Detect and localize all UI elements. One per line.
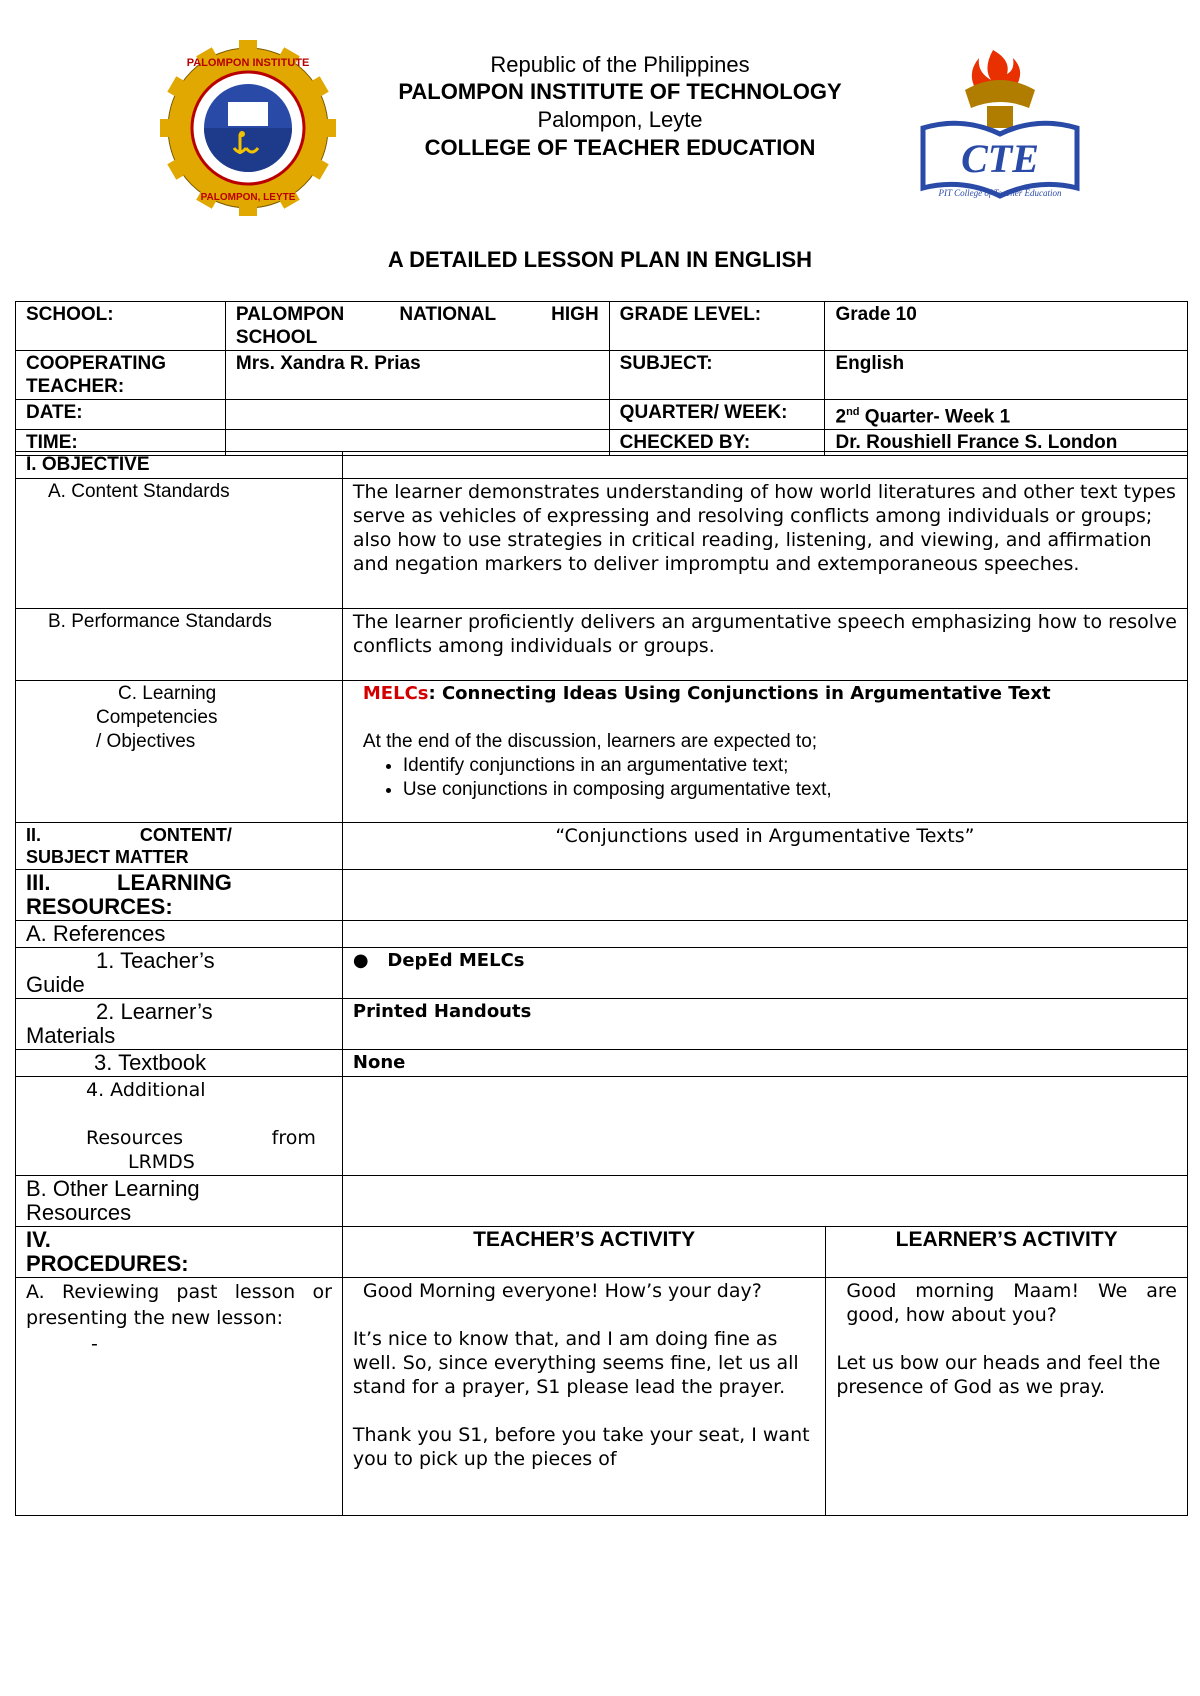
table-row bbox=[16, 1077, 1188, 1176]
table-row bbox=[16, 452, 1188, 479]
textbook-label: 3. Textbook bbox=[16, 1050, 343, 1077]
table-row bbox=[16, 948, 1188, 999]
additional-resources-line: Resources bbox=[86, 1127, 184, 1149]
table-row bbox=[16, 609, 1188, 681]
content-standards-text: The learner demonstrates understanding of how world literatures and other text types serve as vehicles of expressing and resolving conflicts among individuals or groups; also how to use strategies in critical reading, listening, and viewing, and affirmation and negation markers to deliver impromptu and extemporaneous speeches. bbox=[342, 479, 1187, 609]
time-label: TIME: bbox=[16, 430, 226, 456]
teachers-guide-label-line: Guide bbox=[26, 972, 85, 997]
other-resources-label bbox=[16, 1176, 343, 1227]
checked-by-label: CHECKED BY: bbox=[609, 430, 825, 456]
reviewing-label-text: A. Reviewing past lesson or presenting the new lesson: bbox=[26, 1281, 332, 1329]
teachers-guide-value: ● DepEd MELCs bbox=[342, 948, 1187, 999]
procedures-heading-line: IV. bbox=[26, 1227, 51, 1252]
table-row bbox=[16, 351, 1188, 400]
quarter-label: QUARTER/ WEEK: bbox=[609, 400, 825, 430]
subject-value: English bbox=[825, 351, 1188, 400]
grade-label: GRADE LEVEL: bbox=[609, 302, 825, 351]
cte-logo-caption: PIT College of Teacher Education bbox=[938, 188, 1062, 198]
table-row bbox=[16, 1176, 1188, 1227]
additional-resources-label bbox=[16, 1077, 343, 1176]
table-row bbox=[16, 999, 1188, 1050]
additional-resources-line: LRMDS bbox=[128, 1151, 195, 1173]
table-row bbox=[16, 479, 1188, 609]
competencies-label-line: C. Learning bbox=[118, 683, 217, 704]
document-header bbox=[340, 52, 900, 162]
table-row bbox=[16, 302, 1188, 351]
republic-line: Republic of the Philippines bbox=[490, 52, 750, 77]
table-row bbox=[16, 1050, 1188, 1077]
performance-standards-label: B. Performance Standards bbox=[16, 609, 343, 681]
learner-activity-text: Good morning Maam! We are good, how about you? bbox=[846, 1280, 1177, 1326]
content-label bbox=[16, 823, 343, 870]
cte-logo-text: CTE bbox=[961, 136, 1039, 181]
teacher-activity-header: TEACHER’S ACTIVITY bbox=[342, 1227, 825, 1278]
learner-activity-text: Let us bow our heads and feel the presence of God as we pray. bbox=[836, 1352, 1161, 1398]
document-title: A DETAILED LESSON PLAN IN ENGLISH bbox=[387, 247, 813, 272]
resources-heading bbox=[16, 870, 343, 921]
resources-heading-part: LEARNING bbox=[117, 870, 232, 895]
content-value: “Conjunctions used in Argumentative Texts” bbox=[342, 823, 1187, 870]
procedures-heading-line: PROCEDURES: bbox=[26, 1251, 189, 1276]
subject-label: SUBJECT: bbox=[609, 351, 825, 400]
procedures-heading bbox=[16, 1227, 343, 1278]
school-value-part: HIGH bbox=[551, 304, 599, 325]
empty-cell bbox=[342, 1176, 1187, 1227]
content-label-part: II. bbox=[26, 825, 42, 845]
grade-value: Grade 10 bbox=[825, 302, 1188, 351]
melc-heading bbox=[363, 682, 1177, 706]
learners-materials-value: Printed Handouts bbox=[342, 999, 1187, 1050]
school-value-part: PALOMPON bbox=[235, 304, 345, 325]
lesson-plan-table bbox=[15, 451, 1188, 1516]
cte-logo bbox=[915, 40, 1085, 200]
objectives-intro: At the end of the discussion, learners are expected to; bbox=[362, 731, 818, 752]
other-resources-line: Resources bbox=[26, 1200, 132, 1225]
objectives-list bbox=[363, 754, 1177, 802]
seal-bottom-text: PALOMPON, LEYTE bbox=[200, 192, 296, 203]
performance-standards-text: The learner proficiently delivers an argumentative speech emphasizing how to resolve conflicts among individuals or groups. bbox=[342, 609, 1187, 681]
resources-heading-part: III. bbox=[26, 870, 51, 895]
teachers-guide-label bbox=[16, 948, 343, 999]
school-label: SCHOOL: bbox=[16, 302, 226, 351]
teacher-activity-text: It’s nice to know that, and I am doing fine as well. So, since everything seems fine, let us all stand for a prayer, S1 please lead the prayer. bbox=[352, 1328, 799, 1398]
institute-name: PALOMPON INSTITUTE OF TECHNOLOGY bbox=[398, 79, 842, 104]
seal-ring-text: PALOMPON INSTITUTE bbox=[186, 57, 310, 69]
institute-location: Palompon, Leyte bbox=[537, 107, 703, 132]
quarter-text: Quarter- Week 1 bbox=[859, 406, 1011, 428]
table-row bbox=[16, 921, 1188, 948]
melc-title: : Connecting Ideas Using Conjunctions in Argumentative Text bbox=[428, 683, 1051, 704]
competencies-label bbox=[16, 681, 343, 823]
table-row bbox=[16, 1278, 1188, 1516]
other-resources-line: B. Other Learning bbox=[26, 1176, 200, 1201]
list-item: • Identify conjunctions in an argumentative text; bbox=[403, 754, 1177, 778]
table-row bbox=[16, 823, 1188, 870]
table-row bbox=[16, 400, 1188, 430]
quarter-suffix: nd bbox=[846, 406, 860, 418]
date-label: DATE: bbox=[16, 400, 226, 430]
learners-materials-label-line: Materials bbox=[26, 1023, 116, 1048]
quarter-number: 2 bbox=[835, 406, 847, 428]
checked-by-value: Dr. Roushiell France S. London bbox=[825, 430, 1188, 456]
empty-cell bbox=[342, 921, 1187, 948]
objective-heading: I. OBJECTIVE bbox=[16, 452, 343, 479]
teachers-guide-value-text: DepEd MELCs bbox=[387, 950, 525, 971]
teacher-activity-text: Good Morning everyone! How’s your day? bbox=[362, 1280, 762, 1302]
reviewing-label bbox=[16, 1278, 343, 1516]
pit-seal-logo bbox=[160, 40, 336, 216]
learner-activity-cell bbox=[826, 1278, 1188, 1516]
additional-resources-line: 4. Additional bbox=[86, 1079, 206, 1101]
resources-heading-part: RESOURCES: bbox=[26, 894, 173, 919]
references-label: A. References bbox=[16, 921, 343, 948]
coop-teacher-value: Mrs. Xandra R. Prias bbox=[225, 351, 609, 400]
list-item: • Use conjunctions in composing argumentative text, bbox=[403, 778, 1177, 802]
content-label-part: CONTENT/ bbox=[139, 825, 232, 845]
competencies-content bbox=[342, 681, 1187, 823]
additional-resources-line: from bbox=[271, 1127, 316, 1149]
school-value-part: NATIONAL bbox=[399, 304, 497, 325]
reviewing-dash: - bbox=[91, 1333, 98, 1355]
content-standards-label: A. Content Standards bbox=[16, 479, 343, 609]
learners-materials-label-line: 2. Learner’s bbox=[96, 999, 213, 1024]
table-row bbox=[16, 1227, 1188, 1278]
date-value bbox=[225, 400, 609, 430]
college-name: COLLEGE OF TEACHER EDUCATION bbox=[424, 135, 816, 160]
competencies-label-line: Competencies bbox=[96, 707, 218, 728]
content-label-part: SUBJECT MATTER bbox=[26, 847, 189, 867]
teacher-activity-cell bbox=[342, 1278, 825, 1516]
teacher-activity-text: Thank you S1, before you take your seat, I want you to pick up the pieces of bbox=[352, 1424, 810, 1470]
empty-cell bbox=[342, 452, 1187, 479]
coop-teacher-label: COOPERATING TEACHER: bbox=[16, 351, 226, 400]
competencies-label-line: / Objectives bbox=[96, 731, 196, 752]
melc-tag: MELCs bbox=[362, 683, 429, 704]
textbook-value: None bbox=[342, 1050, 1187, 1077]
school-value-part: SCHOOL bbox=[235, 327, 318, 348]
quarter-value bbox=[825, 400, 1188, 430]
learner-activity-header: LEARNER’S ACTIVITY bbox=[826, 1227, 1188, 1278]
teachers-guide-label-line: 1. Teacher’s bbox=[96, 948, 215, 973]
school-value bbox=[225, 302, 609, 351]
table-row bbox=[16, 870, 1188, 921]
table-row bbox=[16, 681, 1188, 823]
empty-cell bbox=[342, 1077, 1187, 1176]
learners-materials-label bbox=[16, 999, 343, 1050]
empty-cell bbox=[342, 870, 1187, 921]
